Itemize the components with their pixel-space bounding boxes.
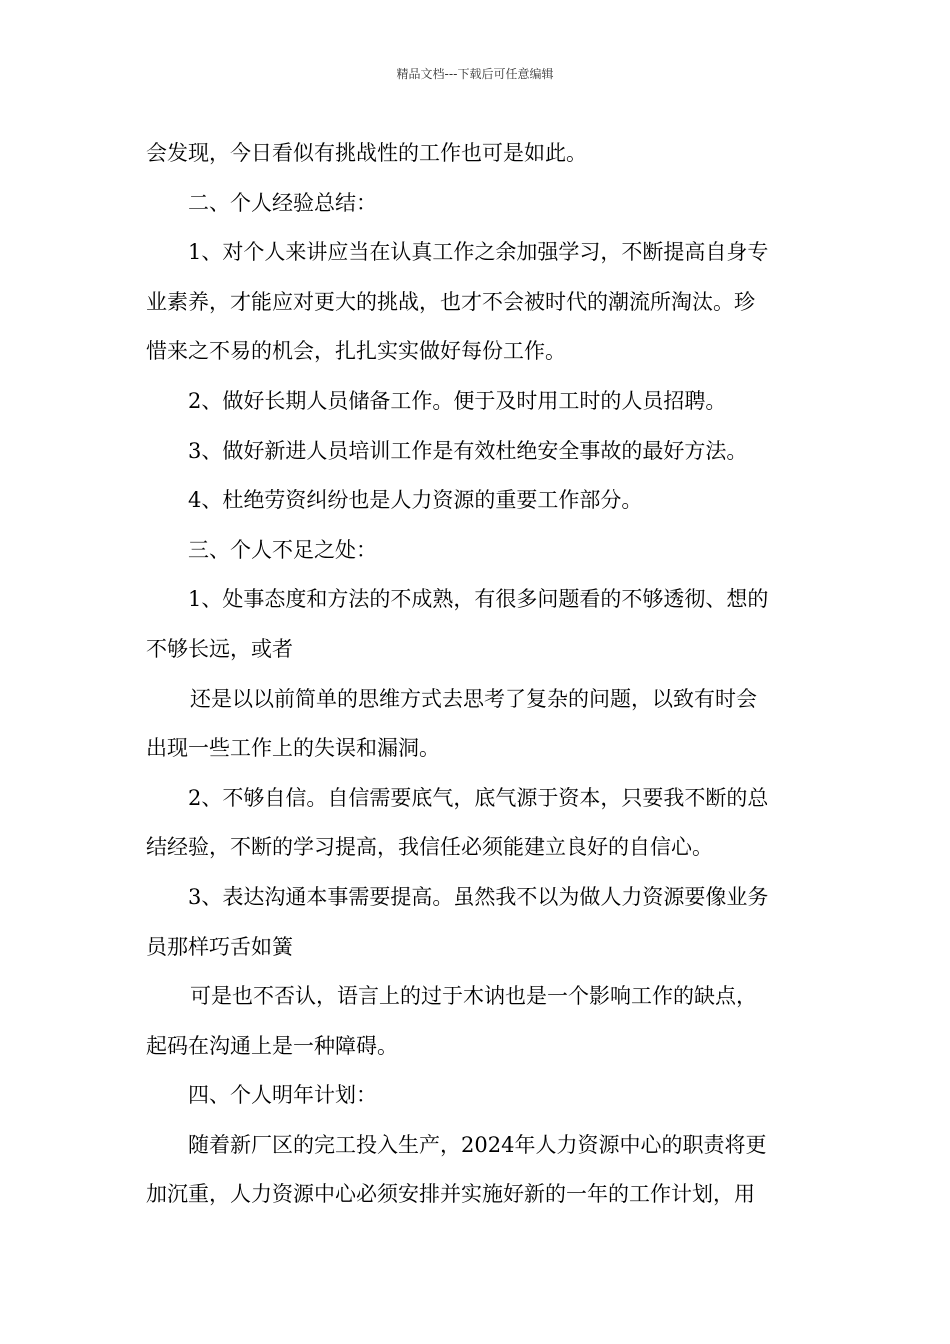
- text-line: 1、对个人来讲应当在认真工作之余加强学习，不断提高自身专: [188, 240, 769, 265]
- section-heading: 四、个人明年计划：: [188, 1083, 377, 1108]
- text-line: 随着新厂区的完工投入生产，2024年人力资源中心的职责将更: [188, 1132, 767, 1157]
- text-line: 2、不够自信。自信需要底气，底气源于资本，只要我不断的总: [188, 785, 769, 810]
- text-line: 出现一些工作上的失误和漏洞。: [146, 736, 440, 761]
- text-line: 惜来之不易的机会，扎扎实实做好每份工作。: [146, 339, 566, 364]
- text-line: 还是以以前简单的思维方式去思考了复杂的问题，以致有时会: [190, 686, 757, 711]
- text-line: 2、做好长期人员储备工作。便于及时用工时的人员招聘。: [188, 388, 727, 413]
- text-line: 加沉重，人力资源中心必须安排并实施好新的一年的工作计划，用: [146, 1182, 755, 1207]
- text-line: 结经验，不断的学习提高，我信任必须能建立良好的自信心。: [146, 835, 713, 860]
- page-header: 精品文档---下载后可任意编辑: [396, 67, 554, 81]
- text-line: 起码在沟通上是一种障碍。: [146, 1033, 398, 1058]
- text-line: 4、杜绝劳资纠纷也是人力资源的重要工作部分。: [188, 488, 643, 513]
- text-line: 可是也不否认，语言上的过于木讷也是一个影响工作的缺点，: [190, 984, 757, 1009]
- document-body: [146, 129, 810, 1220]
- text-line: 3、做好新进人员培训工作是有效杜绝安全事故的最好方法。: [188, 438, 748, 463]
- text-line: 业素养，才能应对更大的挑战，也才不会被时代的潮流所淘汰。珍: [146, 289, 755, 314]
- text-line: 不够长远，或者: [146, 636, 293, 661]
- section-heading: 三、个人不足之处：: [188, 537, 377, 562]
- text-line: 会发现，今日看似有挑战性的工作也可是如此。: [146, 141, 587, 165]
- text-line: 3、表达沟通本事需要提高。虽然我不以为做人力资源要像业务: [188, 884, 769, 909]
- section-heading: 二、个人经验总结：: [188, 190, 377, 215]
- text-line: 1、处事态度和方法的不成熟，有很多问题看的不够透彻、想的: [188, 587, 769, 612]
- text-line: 员那样巧舌如簧: [146, 934, 293, 959]
